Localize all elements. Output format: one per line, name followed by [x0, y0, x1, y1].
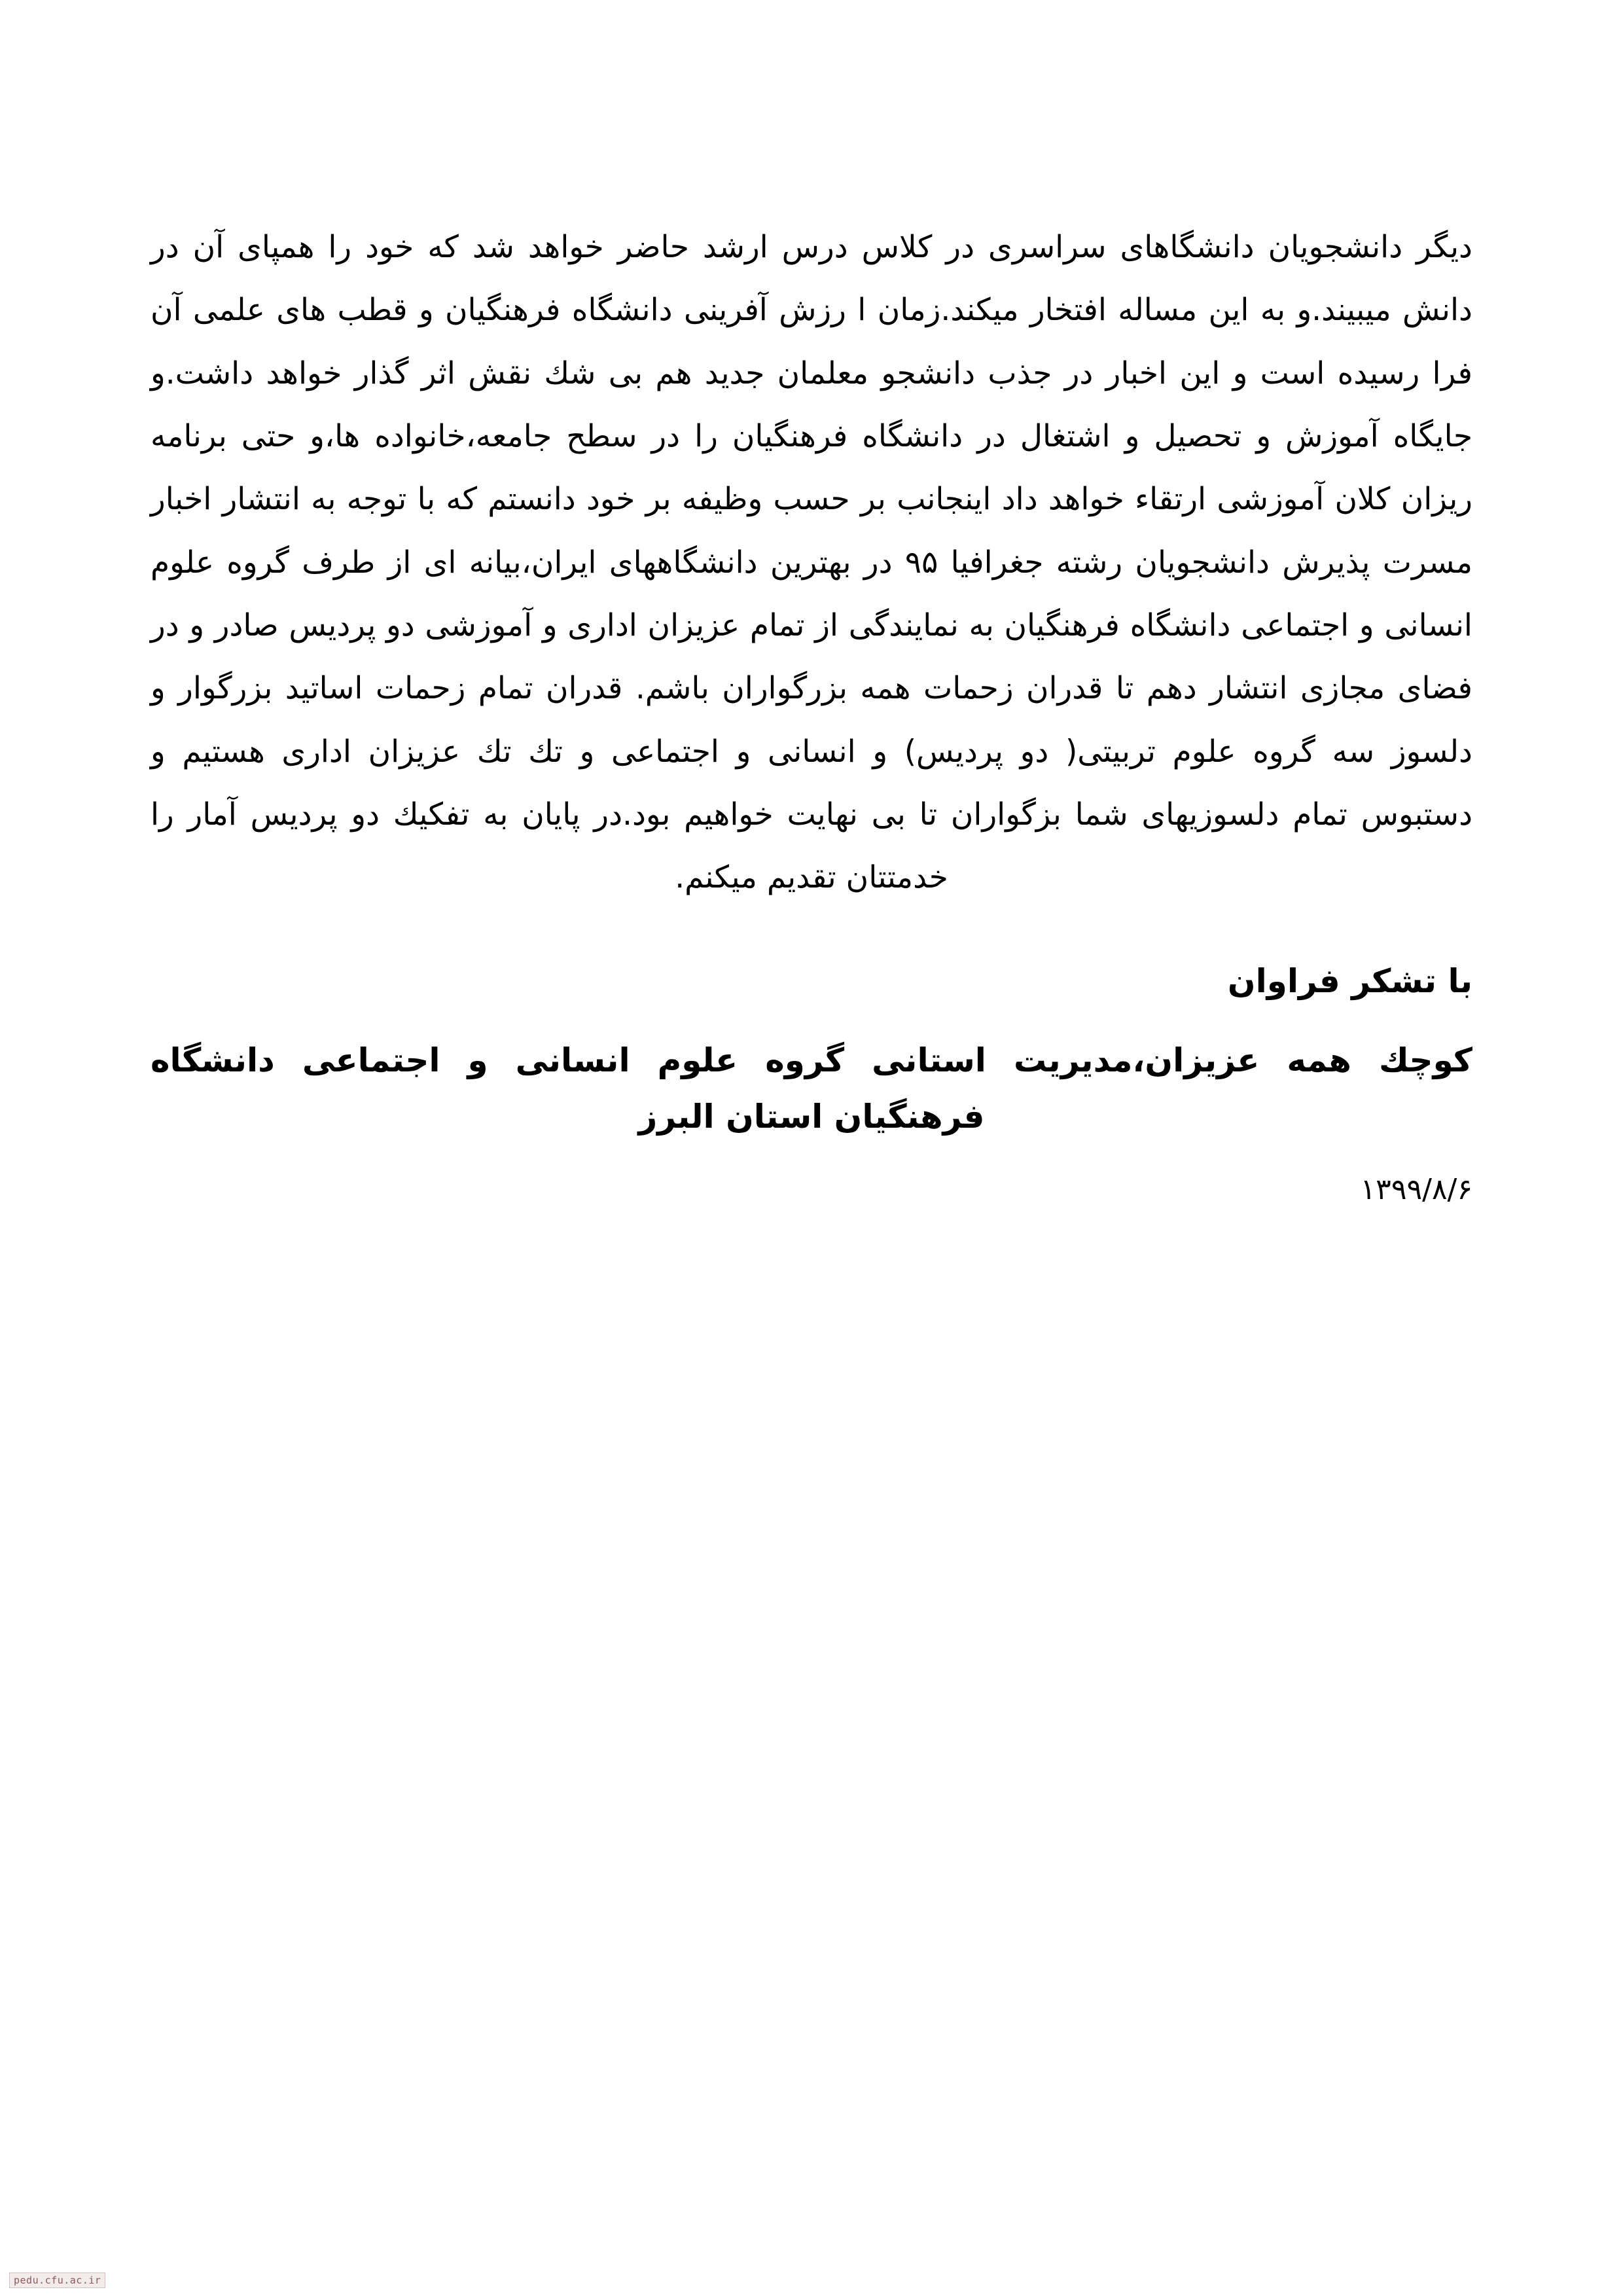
signoff-thanks: با تشکر فراوان: [1227, 961, 1472, 1000]
signoff-block: [151, 950, 1472, 1213]
watermark-label: pedu.cfu.ac.ir: [9, 2272, 105, 2288]
body-paragraph: دیگر دانشجویان دانشگاهای سراسری در کلاس درس ارشد حاضر خواهد شد که خود را همپای آن در دانش میبیند.و به این مساله افتخار میکند.زمان ا رزش آفرینی دانشگاه فرهنگیان و قطب های علمی آن فرا رسیده است و این اخبار در جذب دانشجو معلمان جدید هم بی شك نقش اثر گذار خواهد داشت.و جایگاه آموزش و تحصیل و اشتغال در دانشگاه فرهنگیان را در سطح جامعه،خانواده ها،و حتی برنامه ریزان کلان آموزشی ارتقاء خواهد داد اینجانب بر حسب وظیفه بر خود دانستم که با توجه به انتشار اخبار مسرت پذیرش دانشجویان رشته جغرافیا ۹۵ در بهترین دانشگاههای ایران،بیانه ای از طرف گروه علوم انسانی و اجتماعی دانشگاه فرهنگیان به نمایندگی از تمام عزیزان اداری و آموزشی دو پردیس صادر و در فضای مجازی انتشار دهم تا قدران زحمات همه بزرگواران باشم. قدران تمام زحمات اساتید بزرگوار و دلسوز سه گروه علوم تربیتی( دو پردیس) و انسانی و اجتماعی و تك تك عزیزان اداری هستیم و دستبوس تمام دلسوزیهای شما بزگواران تا بی نهایت خواهیم بود.در پایان به تفکیك دو پردیس آمار را خدمتتان تقدیم میکنم.: [151, 229, 1472, 896]
signoff-name: کوچك همه عزیزان،مدیریت استانی گروه علوم انسانی و اجتماعی دانشگاه فرهنگیان استان البرز: [151, 1041, 1472, 1136]
signoff-date-value: ۱۳۹۹/۸/۶: [1360, 1172, 1472, 1206]
signoff-date: [151, 1167, 1472, 1213]
document-content: [151, 216, 1472, 1213]
